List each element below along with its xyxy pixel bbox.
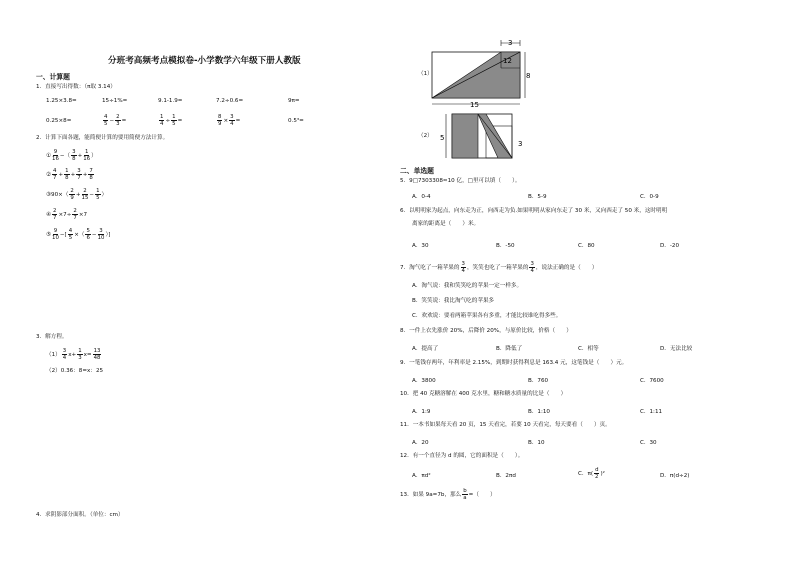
mcq-12-option-b[interactable]: B．2πd [496, 473, 516, 479]
mcq-12-option-d[interactable]: D．π(d÷2) [660, 473, 690, 479]
mcq-6-option-b[interactable]: B．-50 [496, 243, 515, 249]
mcq-10-question: 10．把 40 克糖溶解在 400 克水里，糖和糖水质量的比是（ ） [400, 391, 567, 397]
mcq-6-question: 6．以明明家为起点，向东走为正，向西走为负.如果明明从家向东走了 30 米，又向西走了 50 米，这时明明 [400, 208, 668, 214]
figure-2-dim-right: 3 [518, 140, 523, 148]
mcq-13-question: 13．如果 9a=7b，那么 $\frac{b}{a}$ =（ ） [400, 488, 496, 501]
mcq-7-option-c[interactable]: C．欢欢说：要看两箱苹果各有多重，才能比较谁吃得多些。 [412, 313, 562, 319]
q2-label: 2．计算下面各题，能简便计算的要用简便方法计算。 [36, 135, 169, 141]
mcq-8-option-c[interactable]: C．相等 [578, 346, 599, 352]
mcq-6-option-a[interactable]: A．30 [412, 243, 429, 249]
mcq-10-option-c[interactable]: C．1:11 [640, 409, 663, 415]
mcq-9-option-a[interactable]: A．3800 [412, 378, 436, 384]
mcq-11-question: 11．一本书如果每天看 20 页，15 天看完，若要 10 天看完，每天要看（ ）页。 [400, 422, 611, 428]
figure-1-dim-right: 8 [526, 72, 531, 80]
q1-r2-c2: $\frac{4}{5}$ − $\frac{2}{3}$ = [104, 114, 127, 127]
q1-label: 1．直接写出得数：（π取 3.14） [36, 84, 116, 90]
figure-2-diagram [438, 112, 528, 162]
q1-r2-c1: 0.25×8= [46, 118, 72, 124]
mcq-6-question-cont: 离家的距离是（ ）米。 [412, 221, 480, 227]
q1-r2-c4: $\frac{8}{9}$ × $\frac{3}{4}$ = [218, 114, 241, 127]
q4-label: 4．求阴影部分面积。（单位：cm） [36, 512, 124, 518]
q2-item-2: ② $\frac{4}{7}$ + $\frac{1}{8}$ + $\frac{3}{7}$ + $\frac{7}{8}$ [46, 168, 93, 181]
q2-item-5: ⑤ $\frac{9}{10}$ −[ $\frac{4}{5}$ ×（ $\frac{5}{6}$ − $\frac{3}{10}$ ）] [46, 228, 111, 241]
mcq-11-option-b[interactable]: B．10 [528, 440, 545, 446]
figure-1-label: （1） [418, 71, 433, 77]
figure-1-diagram [430, 38, 534, 108]
figure-1-dim-top: 3 [508, 39, 513, 47]
mcq-8-option-b[interactable]: B．降低了 [496, 346, 523, 352]
mcq-7-question: 7．淘气吃了一箱苹果的 $\frac{3}{4}$ ，笑笑也吃了一箱苹果的 $\frac{3}{4}$ ，说法正确的是（ ） [400, 261, 598, 274]
mcq-7-option-a[interactable]: A．淘气说：我和笑笑吃的苹果一定一样多。 [412, 283, 523, 289]
q1-r1-c4: 7.2÷0.6= [216, 98, 244, 104]
q3-eq-2: （2）0.36：8=x：25 [46, 368, 104, 374]
section-calc: 一、计算题 [36, 73, 70, 81]
mcq-8-question: 8．一件上衣先涨价 20%，后降价 20%，与原价比较，价格（ ） [400, 328, 572, 334]
q2-item-4: ④ $\frac{2}{7}$ ×7÷ $\frac{2}{7}$ ×7 [46, 208, 88, 221]
mcq-8-option-a[interactable]: A．提高了 [412, 346, 439, 352]
mcq-9-option-b[interactable]: B．760 [528, 378, 549, 384]
q1-r1-c2: 15÷1%= [102, 98, 128, 104]
mcq-5-option-c[interactable]: C．0-9 [640, 194, 659, 200]
q1-r2-c5: 0.5³= [288, 118, 304, 124]
mcq-11-option-a[interactable]: A．20 [412, 440, 429, 446]
mcq-9-question: 9．一笔钱存两年，年利率是 2.15%，到期时获得利息是 163.4 元，这笔钱是（ ）元。 [400, 360, 628, 366]
figure-1-dim-inner: 12 [503, 57, 512, 65]
figure-2-dim-left: 5 [440, 134, 445, 142]
mcq-12-question: 12．有一个直径为 d 的圆，它的面积是（ ）。 [400, 453, 524, 459]
mcq-12-option-c[interactable]: C．π( $\frac{d}{2}$ )² [578, 467, 605, 480]
page-title: 分班考高频考点模拟卷-小学数学六年级下册人教版 [108, 56, 301, 66]
mcq-6-option-c[interactable]: C．80 [578, 243, 595, 249]
q2-item-1: ① $\frac{9}{16}$ −（ $\frac{3}{8}$ + $\frac{1}{16}$ ） [46, 149, 97, 162]
section-mcq: 二、单选题 [400, 167, 434, 175]
mcq-10-option-b[interactable]: B．1:10 [528, 409, 550, 415]
q1-r1-c3: 9.1-1.9= [158, 98, 183, 104]
mcq-6-option-d[interactable]: D．-20 [660, 243, 680, 249]
mcq-7-option-b[interactable]: B．笑笑说：我比淘气吃的苹果多 [412, 298, 495, 304]
q3-eq-1: （1） $\frac{3}{4}$ x+ $\frac{1}{3}$ x= $\frac{13}{48}$ [46, 348, 101, 361]
mcq-9-option-c[interactable]: C．7600 [640, 378, 664, 384]
figure-1-dim-bottom: 15 [470, 101, 479, 108]
q3-label: 3．解方程。 [36, 334, 68, 340]
figure-2-label: （2） [418, 133, 433, 139]
q1-r1-c5: 9π= [288, 98, 300, 104]
mcq-10-option-a[interactable]: A．1:9 [412, 409, 431, 415]
mcq-11-option-c[interactable]: C．30 [640, 440, 657, 446]
q2-item-3: ③90×（ $\frac{2}{9}$ + $\frac{2}{15}$ − $\frac{1}{5}$ ） [46, 188, 108, 201]
q1-r1-c1: 1.25×3.8= [46, 98, 77, 104]
mcq-8-option-d[interactable]: D．无法比较 [660, 346, 693, 352]
q1-r2-c3: $\frac{1}{4}$ ÷ $\frac{1}{5}$ = [160, 114, 183, 127]
mcq-5-question: 5．9□7303308≈10 亿，□里可以填（ ）。 [400, 178, 521, 184]
mcq-5-option-b[interactable]: B．5-9 [528, 194, 547, 200]
mcq-12-option-a[interactable]: A．πd² [412, 473, 431, 479]
mcq-5-option-a[interactable]: A．0-4 [412, 194, 431, 200]
